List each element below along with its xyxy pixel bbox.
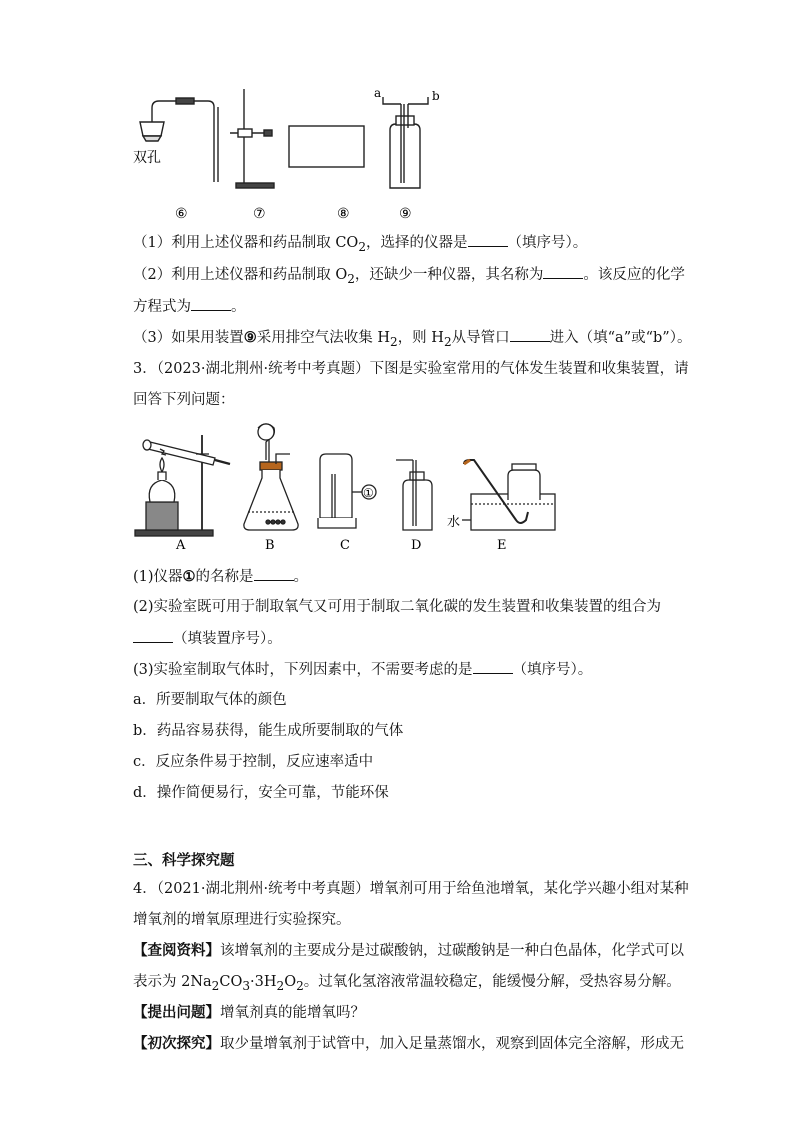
section-title: 三、科学探究题 — [133, 852, 235, 869]
device-D — [396, 460, 432, 530]
answer-blank[interactable] — [473, 659, 513, 674]
label-a: a — [374, 86, 382, 100]
q4-info-cont: 表示为 $2Na_2CO_3\cdot 3H_2O_2$。过氧化氢溶液常温较稳定，能缓慢分解，受热容易分解。 — [133, 974, 681, 993]
q2-part2-cont: 方程式为 。 — [133, 296, 246, 317]
device-A — [135, 435, 230, 536]
q4-info: 【查阅资料】该增氧剂的主要成分是过碳酸钠，过碳酸钠是一种白色晶体，化学式可以 — [133, 942, 684, 959]
q3-sub2-cont: （填装置序号）。 — [133, 628, 282, 649]
q2-part3: （3）如果用装置⑨采用排空气法收集 $H_2$，则 $H_2$从导管口 进入（填“a”或“b”）。 — [133, 329, 692, 349]
number-6: ⑥ — [175, 206, 188, 222]
water-trough — [289, 126, 364, 167]
label-E: E — [497, 538, 507, 553]
q4-header-cont: 增氧剂的增氧原理进行实验探究。 — [133, 912, 351, 928]
q3-header: 3．（2023·湖北荆州·统考中考真题）下图是实验室常用的气体发生装置和收集装置，请 — [133, 361, 689, 377]
label-B: B — [265, 538, 275, 553]
label-D: D — [411, 538, 422, 553]
apparatus-figure-a-e — [0, 420, 794, 560]
label-water: 水 — [447, 515, 461, 530]
q2-part1: （1）利用上述仪器和药品制取 $CO_2$，选择的仪器是 （填序号）。 — [133, 232, 587, 257]
label-b: b — [432, 89, 440, 103]
two-hole-stopper-with-tube — [140, 98, 218, 182]
device-B — [244, 424, 298, 530]
answer-blank[interactable] — [191, 296, 231, 311]
number-9: ⑨ — [399, 206, 412, 222]
answer-blank[interactable] — [133, 628, 173, 643]
q4-explore: 【初次探究】取少量增氧剂于试管中，加入足量蒸馏水，观察到固体完全溶解，形成无 — [133, 1035, 684, 1052]
answer-blank[interactable] — [543, 264, 583, 279]
number-7: ⑦ — [253, 206, 266, 222]
label-C: C — [340, 538, 350, 553]
gas-collection-bottle — [383, 97, 428, 188]
label-A: A — [176, 538, 186, 553]
q3-option-d: d．操作简便易行，安全可靠，节能环保 — [133, 785, 389, 801]
answer-blank[interactable] — [468, 232, 508, 247]
label-instrument-1: ① — [363, 486, 374, 500]
q3-option-a: a．所要制取气体的颜色 — [133, 692, 287, 708]
q3-sub1: (1)仪器①的名称是 。 — [133, 568, 309, 585]
q3-sub3: (3)实验室制取气体时，下列因素中，不需要考虑的是 （填序号）。 — [133, 659, 592, 680]
device-E — [462, 460, 555, 530]
answer-blank[interactable] — [254, 566, 294, 581]
q3-option-c: c．反应条件易于控制，反应速率适中 — [133, 754, 374, 770]
q4-question: 【提出问题】增氧剂真的能增氧吗？ — [133, 1004, 365, 1021]
q2-part2: （2）利用上述仪器和药品制取 $O_2$，还缺少一种仪器，其名称为 。该反应的化学 — [133, 264, 685, 289]
q3-sub2: (2)实验室既可用于制取氧气又可用于制取二氧化碳的发生装置和收集装置的组合为 — [133, 599, 662, 615]
number-8: ⑧ — [337, 206, 350, 222]
q3-option-b: b．药品容易获得，能生成所要制取的气体 — [133, 723, 404, 739]
label-double-hole: 双孔 — [133, 150, 161, 166]
q3-header-cont: 回答下列问题： — [133, 392, 235, 408]
answer-blank[interactable] — [510, 327, 550, 342]
q4-header: 4．（2021·湖北荆州·统考中考真题）增氧剂可用于给鱼池增氧，某化学兴趣小组对某种 — [133, 881, 689, 897]
apparatus-figure-6-9 — [0, 0, 794, 225]
iron-stand — [230, 89, 274, 188]
